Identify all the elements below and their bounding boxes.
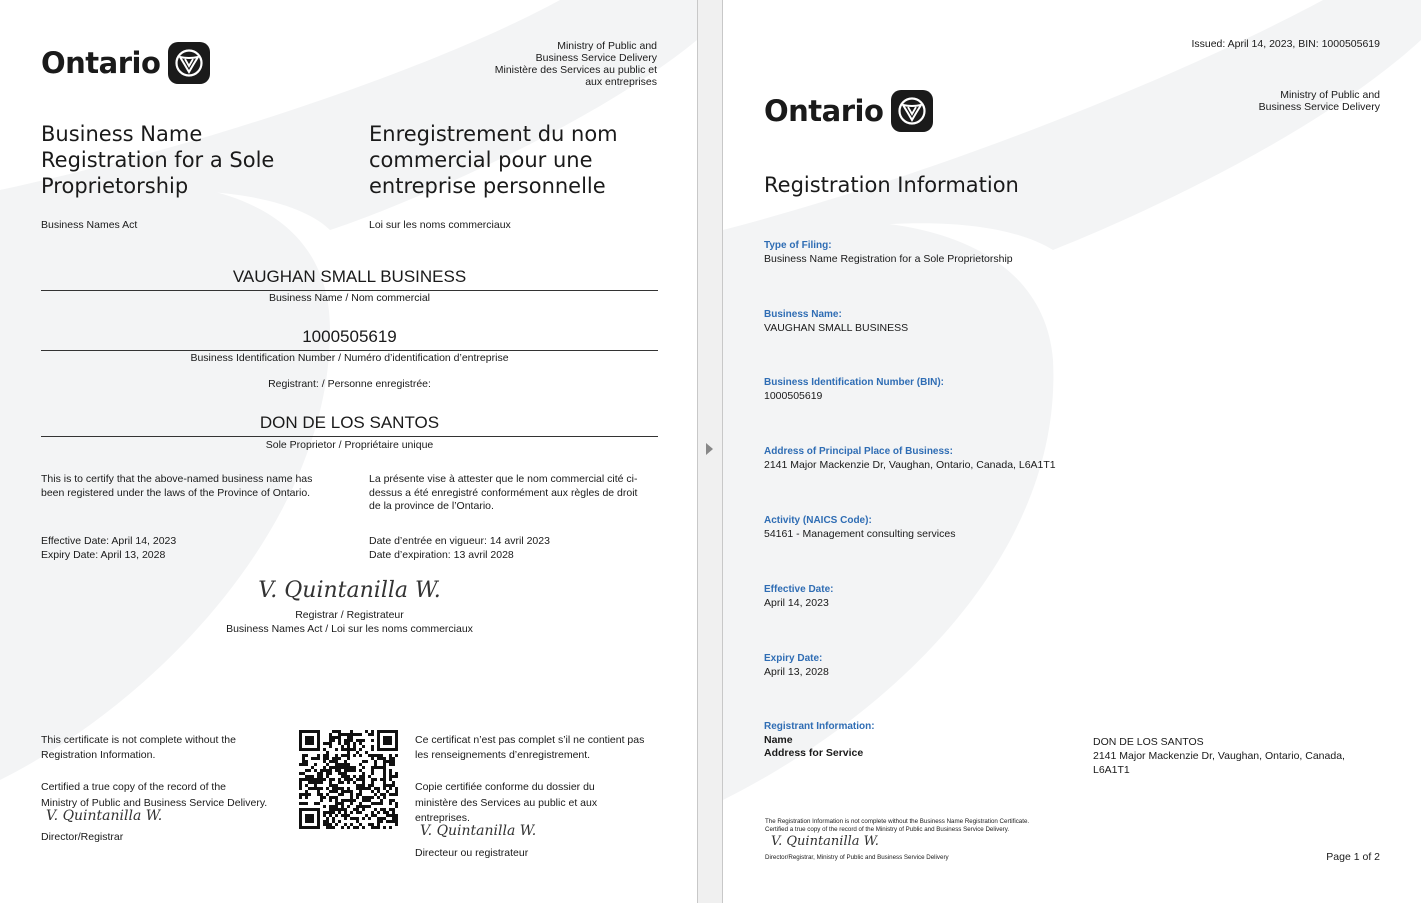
- field-bin: [764, 377, 944, 402]
- effective-date-fr: Date d’entrée en vigueur: 14 avril 2023: [369, 535, 550, 547]
- director-signature-fr: V. Quintanilla W.: [420, 823, 537, 839]
- registrant-heading: Registrant Information:: [764, 721, 875, 732]
- registrant-address-label: Address for Service: [764, 747, 864, 759]
- page-number: Page 1 of 2: [1326, 851, 1380, 863]
- title-line: Registration for a Sole: [41, 148, 275, 172]
- ministry-block: [495, 40, 657, 88]
- registrant-name-value: DON DE LOS SANTOS: [1093, 736, 1204, 748]
- registrar-caption: Registrar / Registrateur: [295, 609, 404, 621]
- trillium-icon: [891, 90, 933, 132]
- act-french: Loi sur les noms commerciaux: [369, 219, 511, 231]
- field-label: Effective Date:: [764, 584, 834, 595]
- ministry-line: Ministère des Services au public et: [494, 64, 657, 76]
- title-line: Proprietorship: [41, 174, 189, 198]
- director-signature: V. Quintanilla W.: [771, 834, 879, 849]
- dates-french: [369, 535, 550, 562]
- bin-line: [41, 350, 658, 351]
- title-line: Enregistrement du nom: [369, 122, 618, 146]
- text-line: ministère des Services au public et aux: [415, 796, 598, 809]
- field-label: Activity (NAICS Code):: [764, 515, 872, 526]
- text-line: La présente vise à attester que le nom commercial cité ci-: [369, 473, 638, 485]
- field-type-of-filing: [764, 240, 1013, 265]
- field-label: Expiry Date:: [764, 653, 823, 664]
- title-french: [369, 121, 618, 199]
- registrant-name-label: Name: [764, 734, 793, 746]
- text-line: Ministry of Public and Business Service Delivery.: [41, 796, 268, 809]
- certify-french: [369, 473, 669, 514]
- certify-english: [41, 473, 341, 500]
- field-value: 1000505619: [764, 390, 823, 402]
- field-value: VAUGHAN SMALL BUSINESS: [764, 322, 909, 334]
- registrant-value: DON DE LOS SANTOS: [259, 413, 440, 432]
- field-effective-date: [764, 584, 833, 609]
- ministry-line: aux entreprises: [585, 76, 657, 88]
- field-activity: [764, 515, 955, 540]
- field-value: April 13, 2028: [764, 666, 829, 678]
- field-value: 2141 Major Mackenzie Dr, Vaughan, Ontario, Canada, L6A1T1: [764, 459, 1056, 471]
- expand-arrow-icon[interactable]: [706, 443, 713, 455]
- trillium-icon: [168, 42, 210, 84]
- registrar-act: Business Names Act / Loi sur les noms commerciaux: [226, 623, 473, 635]
- text-line: This certificate is not complete without the: [41, 734, 236, 746]
- footer-french-note: [415, 733, 644, 763]
- business-name-caption: Business Name / Nom commercial: [268, 292, 431, 304]
- expiry-date-fr: Date d’expiration: 13 avril 2028: [369, 548, 514, 561]
- registrant-address-value: 2141 Major Mackenzie Dr, Vaughan, Ontario, Canada,: [1093, 750, 1345, 762]
- registrant-line: [41, 436, 658, 437]
- text-line: Certified a true copy of the record of the: [41, 781, 227, 793]
- page-splitter[interactable]: [697, 0, 723, 903]
- registrant-caption: Sole Proprietor / Propriétaire unique: [265, 439, 434, 451]
- act-english: Business Names Act: [41, 219, 138, 231]
- director-caption-en: Director/Registrar: [41, 831, 124, 843]
- text-line: been registered under the laws of the Province of Ontario.: [41, 486, 311, 499]
- ministry-block: [1259, 89, 1380, 113]
- footer-french-certified: [415, 780, 597, 827]
- fine-print: [765, 818, 1029, 834]
- director-caption: Director/Registrar, Ministry of Public and Business Service Delivery: [765, 854, 949, 861]
- expiry-date: Expiry Date: April 13, 2028: [41, 548, 166, 561]
- bin-caption: Business Identification Number / Numéro d’identification d’entreprise: [190, 352, 509, 364]
- ministry-line: Ministry of Public and: [1280, 89, 1380, 101]
- bin-value: 1000505619: [302, 327, 397, 346]
- field-label: Type of Filing:: [764, 240, 832, 251]
- registrant-values: [1093, 735, 1345, 777]
- ministry-line: Business Service Delivery: [535, 52, 657, 64]
- text-line: entreprises.: [415, 812, 470, 824]
- registration-info-page: [723, 0, 1421, 903]
- footer-english-note: [41, 733, 236, 763]
- title-line: entreprise personnelle: [369, 174, 606, 198]
- page-title: Registration Information: [764, 173, 1019, 197]
- effective-date: Effective Date: April 14, 2023: [41, 535, 177, 547]
- text-line: Ce certificat n’est pas complet s’il ne contient pas: [415, 734, 645, 746]
- field-business-name: [764, 309, 908, 334]
- text-line: Registration Information.: [41, 749, 156, 761]
- text-line: de la province de l’Ontario.: [369, 500, 494, 512]
- field-value: Business Name Registration for a Sole Proprietorship: [764, 253, 1013, 265]
- field-address: [764, 446, 1056, 471]
- certificate-page: [0, 0, 697, 903]
- title-line: Business Name: [41, 122, 203, 146]
- director-signature-en: V. Quintanilla W.: [46, 808, 163, 824]
- business-name-line: [41, 290, 658, 291]
- logo-wordmark: Ontario: [41, 46, 161, 80]
- logo-wordmark: Ontario: [764, 94, 884, 128]
- registrar-signature: V. Quintanilla W.: [258, 578, 441, 603]
- field-expiry-date: [764, 653, 829, 678]
- text-line: dessus a été enregistré conformément aux règles de droit: [369, 486, 638, 499]
- field-label: Address of Principal Place of Business:: [764, 446, 953, 457]
- registrant-label: Registrant: / Personne enregistrée:: [268, 378, 431, 390]
- ministry-line: Business Service Delivery: [1258, 101, 1380, 113]
- ontario-logo: [41, 42, 210, 84]
- ministry-line: Ministry of Public and: [557, 40, 657, 52]
- field-value: April 14, 2023: [764, 597, 829, 609]
- text-line: les renseignements d’enregistrement.: [415, 749, 591, 761]
- fine-print-line: The Registration Information is not complete without the Business Name Registration Certificate.: [765, 818, 1030, 825]
- director-caption-fr: Directeur ou registrateur: [415, 847, 529, 859]
- title-english: [41, 121, 274, 199]
- ontario-logo: [764, 90, 933, 132]
- dates-english: [41, 535, 176, 562]
- qr-code: [299, 730, 398, 829]
- title-line: commercial pour une: [369, 148, 593, 172]
- text-line: This is to certify that the above-named business name has: [41, 473, 313, 485]
- footer-english-certified: [41, 780, 267, 811]
- field-label: Business Name:: [764, 309, 842, 320]
- field-label: Business Identification Number (BIN):: [764, 377, 945, 388]
- fine-print-line: Certified a true copy of the record of the Ministry of Public and Business Service Delivery.: [765, 826, 1010, 833]
- registrant-section: [764, 721, 875, 759]
- text-line: Copie certifiée conforme du dossier du: [415, 781, 595, 793]
- business-name-value: VAUGHAN SMALL BUSINESS: [232, 267, 467, 286]
- issued-line: Issued: April 14, 2023, BIN: 1000505619: [1191, 38, 1380, 50]
- field-value: 54161 - Management consulting services: [764, 528, 956, 540]
- registrant-address-value: L6A1T1: [1093, 764, 1130, 776]
